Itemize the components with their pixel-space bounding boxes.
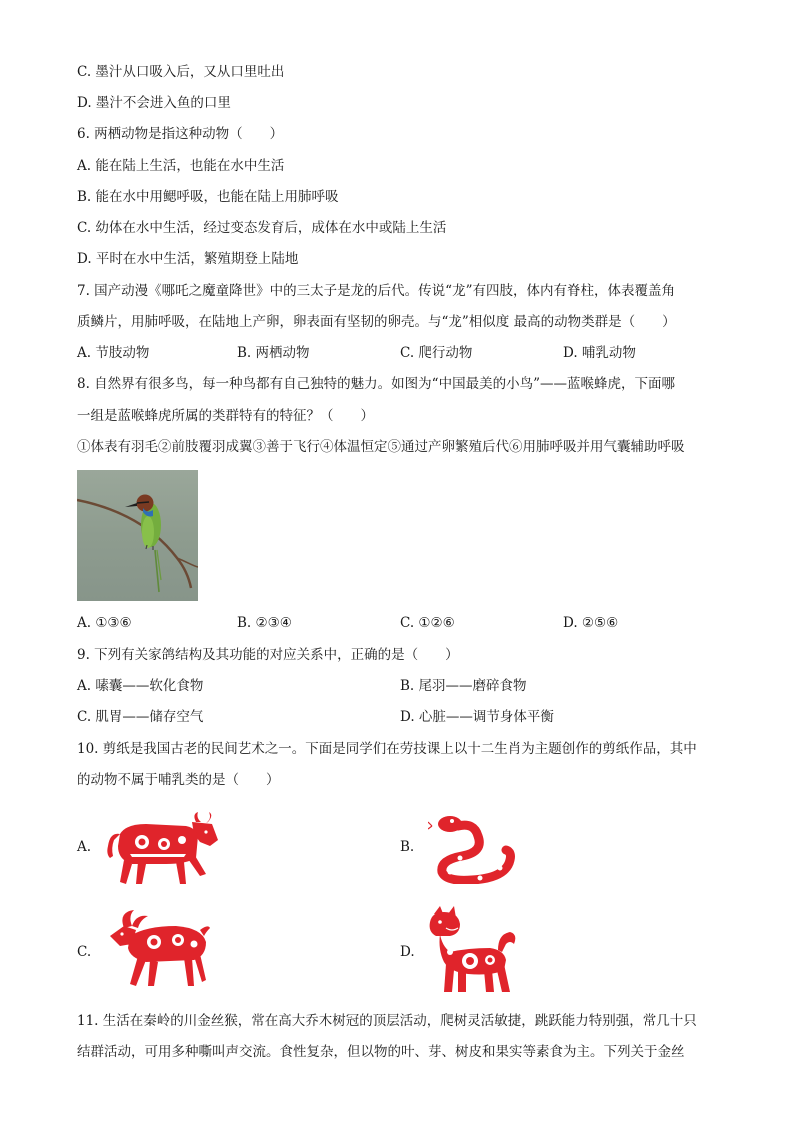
q7-stem-line2: 质鳞片，用肺呼吸，在陆地上产卵，卵表面有坚韧的卵壳。与“龙”相似度 最高的动物类群是（ ） bbox=[77, 314, 676, 330]
q8-option-b: B. ②③④ bbox=[237, 615, 292, 631]
q8-stem-line1: 8. 自然界有很多鸟，每一种鸟都有自己独特的魅力。如图为“中国最美的小鸟”——蓝喉蜂虎，下面哪 bbox=[77, 376, 675, 392]
q7-option-b: B. 两栖动物 bbox=[237, 345, 310, 361]
q10-label-c: C. bbox=[77, 944, 92, 960]
q10-stem-line1: 10. 剪纸是我国古老的民间艺术之一。下面是同学们在劳技课上以十二生肖为主题创作的剪纸作品，其中 bbox=[77, 741, 697, 757]
q7-stem-line1: 7. 国产动漫《哪吒之魔童降世》中的三太子是龙的后代。传说“龙”有四肢，体内有脊柱，体表覆盖角 bbox=[77, 283, 675, 299]
q7-option-d: D. 哺乳动物 bbox=[563, 345, 636, 361]
q10-label-d: D. bbox=[400, 944, 415, 960]
bee-eater-photo bbox=[77, 470, 198, 601]
q7-option-c: C. 爬行动物 bbox=[400, 345, 473, 361]
q9-option-c: C. 肌胃——储存空气 bbox=[77, 709, 204, 725]
q8-option-a: A. ①③⑥ bbox=[77, 615, 132, 631]
q5-option-c: C. 墨汁从口吸入后，又从口里吐出 bbox=[77, 64, 285, 80]
q9-stem: 9. 下列有关家鸽结构及其功能的对应关系中，正确的是（ ） bbox=[77, 647, 459, 663]
q6-option-c: C. 幼体在水中生活，经过变态发育后，成体在水中或陆上生活 bbox=[77, 220, 447, 236]
q11-stem-line2: 结群活动，可用多种嘶叫声交流。食性复杂，但以物的叶、芽、树皮和果实等素食为主。下列关于金丝 bbox=[77, 1044, 685, 1060]
q6-stem: 6. 两栖动物是指这种动物（ ） bbox=[77, 126, 284, 142]
q10-label-b: B. bbox=[400, 839, 415, 855]
q9-option-b: B. 尾羽——磨碎食物 bbox=[400, 678, 527, 694]
q8-option-c: C. ①②⑥ bbox=[400, 615, 455, 631]
papercut-goat-image bbox=[106, 906, 210, 992]
papercut-dog-image bbox=[428, 906, 518, 1000]
q9-option-d: D. 心脏——调节身体平衡 bbox=[400, 709, 554, 725]
q10-label-a: A. bbox=[77, 839, 92, 855]
q6-option-d: D. 平时在水中生活，繁殖期登上陆地 bbox=[77, 251, 299, 267]
q6-option-a: A. 能在陆上生活，也能在水中生活 bbox=[77, 158, 285, 174]
q10-stem-line2: 的动物不属于哺乳类的是（ ） bbox=[77, 772, 280, 788]
q9-option-a: A. 嗉囊——软化食物 bbox=[77, 678, 204, 694]
q7-option-a: A. 节肢动物 bbox=[77, 345, 150, 361]
papercut-ox-image bbox=[106, 812, 222, 892]
q8-features: ①体表有羽毛②前肢覆羽成翼③善于飞行④体温恒定⑤通过产卵繁殖后代⑥用肺呼吸并用气囊辅助呼吸 bbox=[77, 439, 685, 455]
papercut-snake-image bbox=[428, 812, 518, 888]
q5-option-d: D. 墨汁不会进入鱼的口里 bbox=[77, 95, 231, 111]
q11-stem-line1: 11. 生活在秦岭的川金丝猴，常在高大乔木树冠的顶层活动，爬树灵活敏捷，跳跃能力特别强，常几十只 bbox=[77, 1013, 697, 1029]
q6-option-b: B. 能在水中用鳃呼吸，也能在陆上用肺呼吸 bbox=[77, 189, 339, 205]
q8-option-d: D. ②⑤⑥ bbox=[563, 615, 619, 631]
q8-stem-line2: 一组是蓝喉蜂虎所属的类群特有的特征？（ ） bbox=[77, 408, 374, 424]
